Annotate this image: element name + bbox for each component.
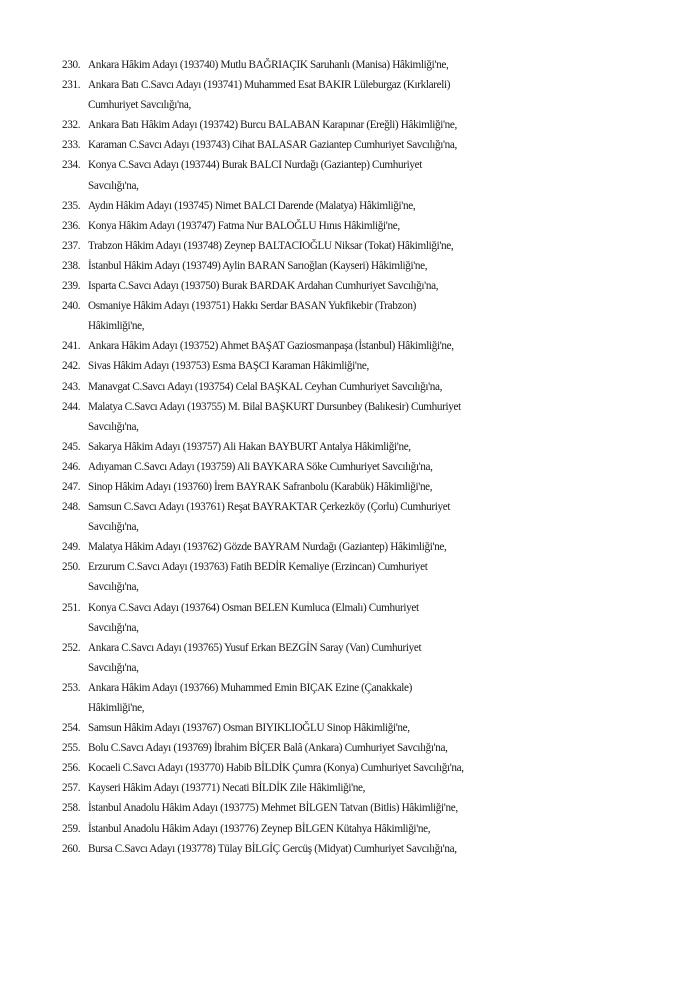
list-item: [62, 336, 662, 356]
entry-number: 241.: [62, 340, 81, 353]
list-item: [62, 778, 662, 798]
entry-text: Erzurum C.Savcı Adayı (193763) Fatih BEDİR Kemaliye (Erzincan) Cumhuriyet Savcılığı'na,: [88, 561, 428, 594]
entry-text: Konya C.Savcı Adayı (193744) Burak BALCI Nurdağı (Gaziantep) Cumhuriyet Savcılığı'na,: [88, 159, 423, 192]
list-item: [62, 497, 662, 537]
entry-number: 258.: [62, 802, 81, 815]
entry-number: 237.: [62, 239, 81, 252]
entry-number: 246.: [62, 460, 81, 473]
list-item: [62, 75, 662, 115]
list-item: [62, 457, 662, 477]
entry-text: Malatya C.Savcı Adayı (193755) M. Bilal BAŞKURT Dursunbey (Balıkesir) Cumhuriyet Savcılığı'na,: [88, 400, 461, 433]
list-item: [62, 798, 662, 818]
entry-text: Konya Hâkim Adayı (193747) Fatma Nur BALOĞLU Hınıs Hâkimliği'ne,: [88, 219, 400, 232]
entry-text: Sivas Hâkim Adayı (193753) Esma BAŞCI Karaman Hâkimliği'ne,: [88, 360, 369, 373]
entry-text: Ankara Batı Hâkim Adayı (193742) Burcu BALABAN Karapınar (Ereğli) Hâkimliği'ne,: [88, 119, 457, 132]
entry-text: Ankara Hâkim Adayı (193752) Ahmet BAŞAT Gaziosmanpaşa (İstanbul) Hâkimliği'ne,: [88, 340, 454, 353]
list-item: [62, 115, 662, 135]
entry-text: Adıyaman C.Savcı Adayı (193759) Ali BAYKARA Söke Cumhuriyet Savcılığı'na,: [88, 460, 433, 473]
entry-number: 239.: [62, 280, 81, 293]
entry-text: Ankara Hâkim Adayı (193766) Muhammed Emin BIÇAK Ezine (Çanakkale) Hâkimliği'ne,: [88, 681, 412, 714]
entry-text: Trabzon Hâkim Adayı (193748) Zeynep BALTACIOĞLU Niksar (Tokat) Hâkimliği'ne,: [88, 239, 454, 252]
entry-number: 248.: [62, 501, 81, 514]
list-item: [62, 397, 662, 437]
appointment-list: [62, 55, 662, 859]
list-item: [62, 537, 662, 557]
entry-number: 231.: [62, 79, 81, 92]
list-item: [62, 718, 662, 738]
entry-text: Kocaeli C.Savcı Adayı (193770) Habib BİLDİK Çumra (Konya) Cumhuriyet Savcılığı'na,: [88, 762, 464, 775]
list-item: [62, 477, 662, 497]
entry-number: 252.: [62, 641, 81, 654]
entry-number: 250.: [62, 561, 81, 574]
entry-text: Manavgat C.Savcı Adayı (193754) Celal BAŞKAL Ceyhan Cumhuriyet Savcılığı'na,: [88, 380, 443, 393]
entry-number: 255.: [62, 742, 81, 755]
entry-number: 251.: [62, 601, 81, 614]
entry-number: 254.: [62, 722, 81, 735]
entry-number: 256.: [62, 762, 81, 775]
entry-number: 230.: [62, 59, 81, 71]
entry-text: Samsun Hâkim Adayı (193767) Osman BIYIKLIOĞLU Sinop Hâkimliği'ne,: [88, 722, 410, 735]
entry-text: Bursa C.Savcı Adayı (193778) Tülay BİLGİÇ Gercüş (Midyat) Cumhuriyet Savcılığı'na,: [88, 842, 457, 855]
entry-text: Sinop Hâkim Adayı (193760) İrem BAYRAK Safranbolu (Karabük) Hâkimliği'ne,: [88, 480, 433, 493]
list-item: [62, 678, 662, 718]
entry-text: Ankara Hâkim Adayı (193740) Mutlu BAĞRIAÇIK Saruhanlı (Manisa) Hâkimliği'ne,: [88, 59, 449, 71]
entry-text: Ankara C.Savcı Adayı (193765) Yusuf Erkan BEZGİN Saray (Van) Cumhuriyet Savcılığı'na,: [88, 641, 422, 674]
list-item: [62, 55, 662, 75]
list-item: [62, 819, 662, 839]
entry-text: İstanbul Hâkim Adayı (193749) Aylin BARAN Sarıoğlan (Kayseri) Hâkimliği'ne,: [88, 259, 428, 272]
list-item: [62, 155, 662, 195]
list-item: [62, 758, 662, 778]
entry-number: 235.: [62, 199, 81, 212]
entry-number: 249.: [62, 541, 81, 554]
entry-text: İstanbul Anadolu Hâkim Adayı (193775) Mehmet BİLGEN Tatvan (Bitlis) Hâkimliği'ne,: [88, 802, 458, 815]
entry-number: 257.: [62, 782, 81, 795]
entry-number: 238.: [62, 259, 81, 272]
entry-text: Karaman C.Savcı Adayı (193743) Cihat BALASAR Gaziantep Cumhuriyet Savcılığı'na,: [88, 139, 457, 152]
entry-text: Aydın Hâkim Adayı (193745) Nimet BALCI Darende (Malatya) Hâkimliği'ne,: [88, 199, 416, 212]
list-item: [62, 196, 662, 216]
entry-text: Malatya Hâkim Adayı (193762) Gözde BAYRAM Nurdağı (Gaziantep) Hâkimliği'ne,: [88, 541, 447, 554]
list-item: [62, 276, 662, 296]
entry-number: 243.: [62, 380, 81, 393]
list-item: [62, 437, 662, 457]
entry-text: Samsun C.Savcı Adayı (193761) Reşat BAYRAKTAR Çerkezköy (Çorlu) Cumhuriyet Savcılığı'na,: [88, 501, 451, 534]
entry-text: Bolu C.Savcı Adayı (193769) İbrahim BİÇER Balâ (Ankara) Cumhuriyet Savcılığı'na,: [88, 742, 448, 755]
entry-text: Osmaniye Hâkim Adayı (193751) Hakkı Serdar BASAN Yukfikebir (Trabzon) Hâkimliği'ne,: [88, 300, 416, 333]
entry-text: Konya C.Savcı Adayı (193764) Osman BELEN Kumluca (Elmalı) Cumhuriyet Savcılığı'na,: [88, 601, 419, 634]
list-item: [62, 236, 662, 256]
entry-number: 234.: [62, 159, 81, 172]
list-item: [62, 557, 662, 597]
list-item: [62, 296, 662, 336]
entry-number: 236.: [62, 219, 81, 232]
list-item: [62, 839, 662, 859]
entry-text: Isparta C.Savcı Adayı (193750) Burak BARDAK Ardahan Cumhuriyet Savcılığı'na,: [88, 280, 439, 293]
list-item: [62, 256, 662, 276]
list-item: [62, 356, 662, 376]
entry-number: 253.: [62, 681, 81, 694]
list-item: [62, 598, 662, 638]
entry-number: 240.: [62, 300, 81, 313]
entry-number: 244.: [62, 400, 81, 413]
entry-number: 232.: [62, 119, 81, 132]
entry-number: 259.: [62, 822, 81, 835]
entry-number: 242.: [62, 360, 81, 373]
entry-number: 260.: [62, 842, 81, 855]
list-item: [62, 738, 662, 758]
entry-text: Ankara Batı C.Savcı Adayı (193741) Muhammed Esat BAKIR Lüleburgaz (Kırklareli) Cumhuriyet Savcılığı'na,: [88, 79, 451, 112]
entry-text: Sakarya Hâkim Adayı (193757) Ali Hakan BAYBURT Antalya Hâkimliği'ne,: [88, 440, 411, 453]
entry-text: İstanbul Anadolu Hâkim Adayı (193776) Zeynep BİLGEN Kütahya Hâkimliği'ne,: [88, 822, 431, 835]
list-item: [62, 135, 662, 155]
list-item: [62, 638, 662, 678]
entry-number: 245.: [62, 440, 81, 453]
entry-number: 247.: [62, 480, 81, 493]
list-item: [62, 216, 662, 236]
entry-number: 233.: [62, 139, 81, 152]
entry-text: Kayseri Hâkim Adayı (193771) Necati BİLDİK Zile Hâkimliği'ne,: [88, 782, 366, 795]
list-item: [62, 377, 662, 397]
